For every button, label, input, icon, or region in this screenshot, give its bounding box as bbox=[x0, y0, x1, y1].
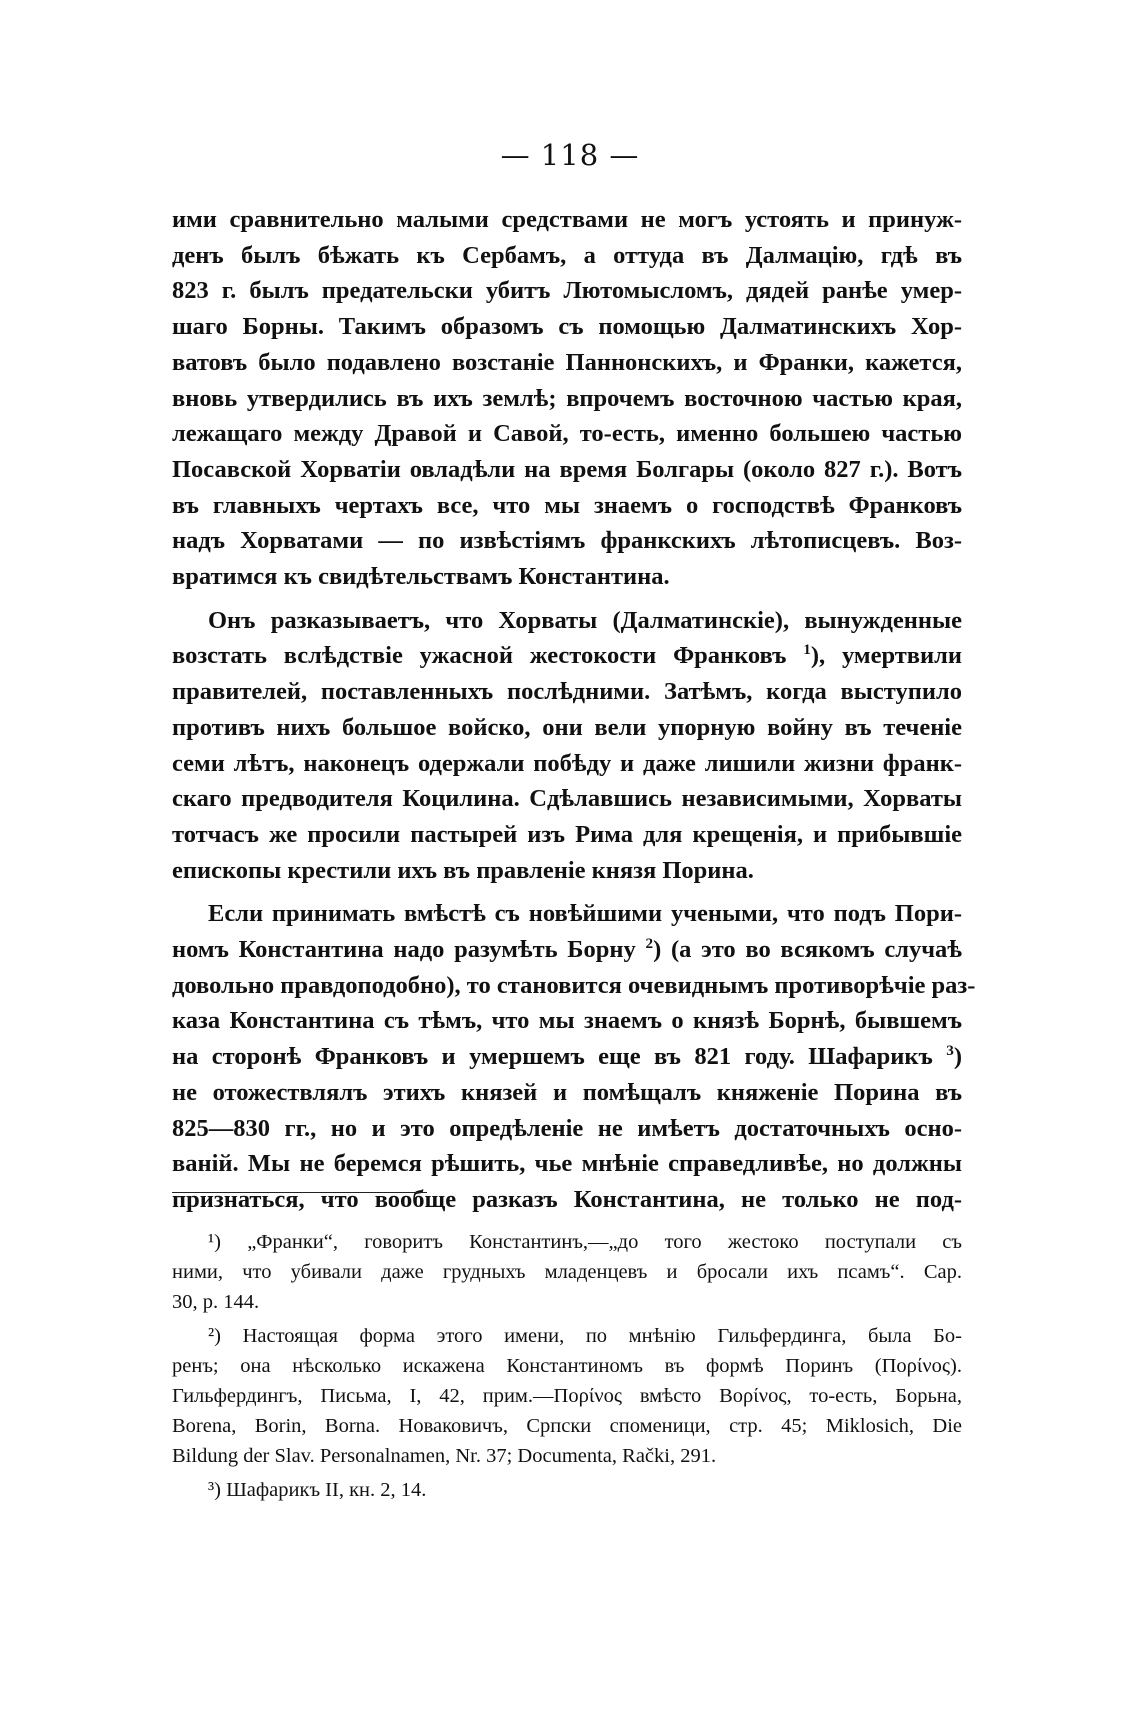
text-line-with-footnote bbox=[172, 638, 962, 674]
text-line: не отожествлялъ этихъ князей и помѣщалъ княженіе Порина въ bbox=[172, 1078, 962, 1106]
text-line: надъ Хорватами — по извѣстіямъ франкскихъ лѣтописцевъ. Воз- bbox=[172, 527, 962, 555]
text-segment: ) bbox=[953, 1043, 962, 1071]
text-line: вновь утвердились въ ихъ землѣ; впрочемъ восточною частью края, bbox=[172, 384, 962, 412]
text-line: семи лѣтъ, наконецъ одержали побѣду и даже лишили жизни франк- bbox=[172, 749, 962, 777]
text-line: епископы крестили ихъ въ правленіе князя Порина. bbox=[172, 856, 754, 884]
text-segment: возстать вслѣдствіе ужасной жестокости Франковъ bbox=[172, 642, 804, 670]
text-line: 823 г. былъ предательски убитъ Лютомысломъ, дядей ранѣе умер- bbox=[172, 277, 962, 305]
text-line: тотчасъ же просили пастырей изъ Рима для крещенія, и прибывшіе bbox=[172, 820, 962, 848]
text-line-with-footnote bbox=[172, 932, 962, 968]
footnote-1-line: 30, p. 144. bbox=[172, 1291, 260, 1313]
text-line: каза Константина съ тѣмъ, что мы знаемъ о князѣ Борнѣ, бывшемъ bbox=[172, 1007, 962, 1035]
text-line: ваній. Мы не беремся рѣшить, чье мнѣніе справедливѣе, но должны bbox=[172, 1150, 962, 1178]
text-line: лежащаго между Дравой и Савой, то-есть, именно большею частью bbox=[172, 420, 962, 448]
footnote-mark-1[interactable]: 1 bbox=[803, 641, 811, 659]
text-line: 825—830 гг., но и это опредѣленіе не имѣетъ достаточныхъ осно- bbox=[172, 1114, 962, 1142]
text-segment: на сторонѣ Франковъ и умершемъ еще въ 821 году. Шафарикъ bbox=[172, 1043, 947, 1071]
footnotes bbox=[172, 1227, 962, 1505]
text-line: Посавской Хорватіи овладѣли на время Болгары (около 827 г.). Вотъ bbox=[172, 455, 962, 483]
footnote-1-line: ¹) „Франки“, говоритъ Константинъ,—„до того жестоко поступали съ bbox=[208, 1231, 962, 1253]
text-line: скаго предводителя Коцилина. Сдѣлавшись независимыми, Хорваты bbox=[172, 785, 962, 813]
text-line: вратимся къ свидѣтельствамъ Константина. bbox=[172, 563, 670, 591]
footnote-mark-2[interactable]: 2 bbox=[645, 934, 654, 952]
text-line: Онъ разказываетъ, что Хорваты (Далматинскіе), вынужденные bbox=[208, 606, 962, 634]
footnote-divider bbox=[172, 1192, 427, 1193]
text-line: противъ нихъ большое войско, они вели упорную войну въ теченіе bbox=[172, 713, 962, 741]
footnote-2-line: ²) Настоящая форма этого имени, по мнѣнію Гильфердинга, была Бо- bbox=[208, 1325, 962, 1347]
footnote-2-line: ренъ; она нѣсколько искажена Константиномъ въ формѣ Поринъ (Πορίνος). bbox=[172, 1355, 962, 1377]
footnote-mark-3[interactable]: 3 bbox=[946, 1042, 954, 1060]
text-line: Если принимать вмѣстѣ съ новѣйшими учеными, что подъ Пори- bbox=[208, 900, 962, 928]
text-line: ими сравнительно малыми средствами не могъ устоять и принуж- bbox=[172, 206, 962, 233]
text-line: довольно правдоподобно), то становится очевиднымъ противорѣчіе раз- bbox=[172, 971, 976, 999]
footnote-2-line: Borena, Borin, Borna. Новаковичъ, Српски споменици, стр. 45; Miklosich, Die bbox=[172, 1415, 962, 1437]
text-line: денъ былъ бѣжать къ Сербамъ, а оттуда въ Далмацію, гдѣ въ bbox=[172, 241, 962, 269]
footnote-2-line: Гильфердингъ, Письма, I, 42, прим.—Πορίνος вмѣсто Βορίνος, то-есть, Борьна, bbox=[172, 1385, 962, 1407]
text-line: правителей, поставленныхъ послѣдними. Затѣмъ, когда выступило bbox=[172, 678, 962, 706]
footnote-3-line: ³) Шафарикъ II, кн. 2, 14. bbox=[208, 1479, 427, 1501]
text-line: въ главныхъ чертахъ все, что мы знаемъ о господствѣ Франковъ bbox=[172, 491, 962, 519]
text-line: шаго Борны. Такимъ образомъ съ помощью Далматинскихъ Хор- bbox=[172, 313, 962, 341]
footnote-2-line: Bildung der Slav. Personalnamen, Nr. 37; Documenta, Rački, 291. bbox=[172, 1445, 717, 1467]
text-segment: ) (а это во всякомъ случаѣ bbox=[653, 936, 962, 964]
text-line: ватовъ было подавлено возстаніе Паннонскихъ, и Франки, кажется, bbox=[172, 348, 962, 376]
footnote-1-line: ними, что убивали даже грудныхъ младенцевъ и бросали ихъ псамъ“. Cap. bbox=[172, 1261, 962, 1283]
text-segment: номъ Константина надо разумѣть Борну bbox=[172, 936, 646, 964]
text-line-with-footnote bbox=[172, 1039, 962, 1075]
text-segment: ), умертвили bbox=[810, 642, 963, 670]
text-line: признаться, что вообще разказъ Константина, не только не под- bbox=[172, 1185, 962, 1213]
main-text bbox=[172, 202, 976, 1218]
page-number: — 118 — bbox=[500, 138, 640, 172]
